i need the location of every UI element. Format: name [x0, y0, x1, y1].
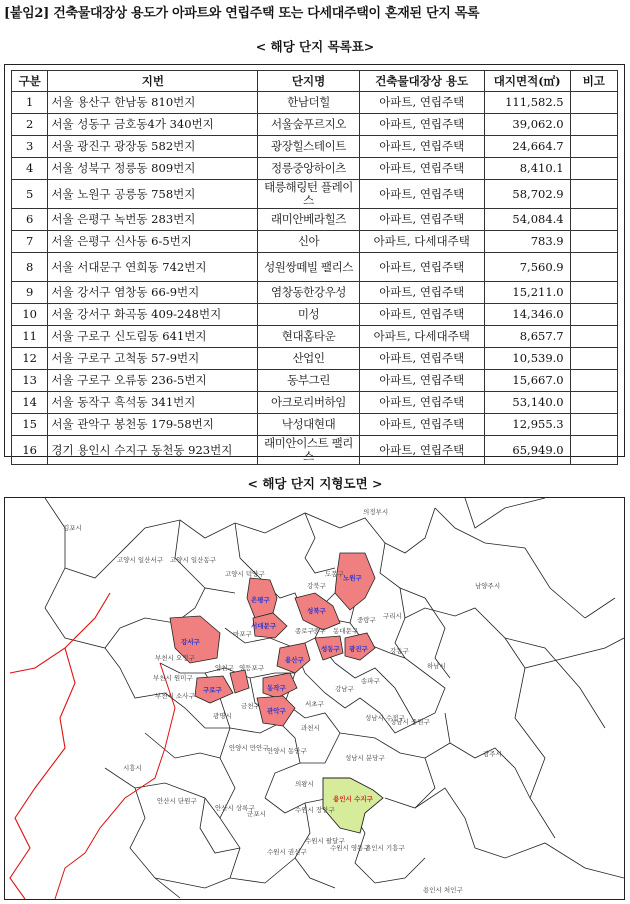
cell-area: 8,410.1 — [484, 158, 570, 180]
map-label: 시흥시 — [123, 764, 142, 772]
map-label: 수원시 권선구 — [267, 848, 307, 856]
cell-use: 아파트, 연립주택 — [359, 370, 484, 392]
district-small — [230, 670, 249, 693]
cell-no: 14 — [12, 392, 48, 414]
cell-no: 13 — [12, 370, 48, 392]
table-caption: < 해당 단지 목록표> — [255, 39, 375, 54]
cell-address: 서울 구로구 오류동 236-5번지 — [48, 370, 258, 392]
map-label: 성남시 분당구 — [345, 754, 385, 762]
cell-use: 아파트, 연립주택 — [359, 414, 484, 436]
cell-note — [570, 209, 617, 231]
cell-no: 8 — [12, 253, 48, 282]
cell-area: 8,657.7 — [484, 326, 570, 348]
map-label: 마포구 — [233, 630, 252, 638]
cell-area: 53,140.0 — [484, 392, 570, 414]
table-row — [12, 370, 618, 392]
map-label: 금천구 — [241, 702, 260, 710]
cell-note — [570, 436, 617, 465]
map-label: 광주시 — [483, 750, 502, 758]
cell-no: 9 — [12, 282, 48, 304]
topographic-map — [4, 497, 625, 900]
map-label-highlight: 강서구 — [181, 638, 200, 646]
map-label: 강동구 — [390, 647, 409, 655]
cell-note — [570, 304, 617, 326]
cell-address: 경기 용인시 수지구 동천동 923번지 — [48, 436, 258, 465]
map-label: 중구 — [313, 627, 326, 635]
table-row — [12, 392, 618, 414]
table-row — [12, 282, 618, 304]
cell-no: 5 — [12, 180, 48, 209]
map-svg — [5, 498, 624, 899]
cell-use: 아파트, 연립주택 — [359, 282, 484, 304]
cell-name: 미성 — [258, 304, 359, 326]
header-area: 대지면적(㎡) — [484, 71, 570, 92]
table-frame — [4, 64, 625, 463]
cell-address: 서울 광진구 광장동 582번지 — [48, 136, 258, 158]
cell-area: 39,062.0 — [484, 114, 570, 136]
cell-use: 아파트, 연립주택 — [359, 158, 484, 180]
cell-note — [570, 180, 617, 209]
cell-name: 정릉중앙하이츠 — [258, 158, 359, 180]
map-label-highlight: 은평구 — [251, 596, 270, 604]
map-label: 부천시 소사구 — [155, 692, 195, 700]
cell-note — [570, 158, 617, 180]
cell-name: 래미안이스트 팰리스 — [258, 436, 359, 465]
red-boundary-line — [10, 593, 110, 899]
map-label-highlight: 성북구 — [307, 607, 326, 615]
cell-use: 아파트, 연립주택 — [359, 304, 484, 326]
map-label: 부천시 원미구 — [153, 674, 193, 682]
cell-name: 한남더힐 — [258, 92, 359, 114]
cell-no: 2 — [12, 114, 48, 136]
cell-use: 아파트, 연립주택 — [359, 392, 484, 414]
table-row — [12, 180, 618, 209]
map-label-highlight: 노원구 — [343, 574, 362, 582]
header-note: 비고 — [570, 71, 617, 92]
map-label-highlight: 성동구 — [321, 645, 340, 653]
table-row — [12, 231, 618, 253]
table-row — [12, 209, 618, 231]
cell-area: 58,702.9 — [484, 180, 570, 209]
cell-no: 6 — [12, 209, 48, 231]
map-label: 의정부시 — [363, 508, 389, 516]
cell-note — [570, 253, 617, 282]
map-label: 강북구 — [307, 582, 326, 590]
cell-use: 아파트, 연립주택 — [359, 180, 484, 209]
cell-address: 서울 구로구 신도림동 641번지 — [48, 326, 258, 348]
cell-area: 15,211.0 — [484, 282, 570, 304]
table-row — [12, 326, 618, 348]
cell-note — [570, 392, 617, 414]
map-label: 송파구 — [361, 677, 380, 685]
cell-no: 3 — [12, 136, 48, 158]
map-label: 군포시 — [247, 810, 266, 818]
map-label: 강남구 — [335, 685, 354, 693]
cell-address: 서울 성북구 정릉동 809번지 — [48, 158, 258, 180]
table-row — [12, 348, 618, 370]
cell-no: 10 — [12, 304, 48, 326]
map-label: 하남시 — [427, 662, 446, 670]
cell-use: 아파트, 연립주택 — [359, 136, 484, 158]
table-row — [12, 114, 618, 136]
map-label-highlight: 광진구 — [349, 645, 368, 653]
map-label: 과천시 — [301, 724, 320, 732]
header-address: 지번 — [48, 71, 258, 92]
table-body — [12, 92, 618, 465]
map-label: 고양시 일산동구 — [170, 556, 217, 564]
cell-no: 11 — [12, 326, 48, 348]
header-no: 구분 — [12, 71, 48, 92]
map-label: 중랑구 — [357, 616, 376, 624]
map-label-highlight: 용산구 — [285, 656, 304, 664]
cell-area: 10,539.0 — [484, 348, 570, 370]
complex-list-table — [11, 70, 618, 465]
cell-use: 아파트, 다세대주택 — [359, 326, 484, 348]
cell-address: 서울 구로구 고척동 57-9번지 — [48, 348, 258, 370]
cell-note — [570, 370, 617, 392]
cell-name: 광장힐스테이트 — [258, 136, 359, 158]
map-caption: < 해당 단지 지형도면 > — [247, 476, 383, 491]
map-label: 동대문구 — [333, 627, 359, 635]
cell-address: 서울 강서구 염창동 66-9번지 — [48, 282, 258, 304]
cell-address: 서울 관악구 봉천동 179-58번지 — [48, 414, 258, 436]
cell-area: 14,346.0 — [484, 304, 570, 326]
map-label: 양천구 — [215, 664, 234, 672]
cell-area: 12,955.3 — [484, 414, 570, 436]
header-use: 건축물대장상 용도 — [359, 71, 484, 92]
map-label: 성남시 중원구 — [390, 718, 430, 726]
map-label: 남양주시 — [475, 582, 501, 590]
map-label-highlight: 관악구 — [267, 707, 286, 715]
cell-use: 아파트, 연립주택 — [359, 436, 484, 465]
cell-no: 1 — [12, 92, 48, 114]
map-label: 의왕시 — [295, 780, 314, 788]
map-label: 수원시 영통구 — [330, 844, 370, 852]
cell-name: 산업인 — [258, 348, 359, 370]
cell-address: 서울 용산구 한남동 810번지 — [48, 92, 258, 114]
cell-use: 아파트, 다세대주택 — [359, 231, 484, 253]
cell-note — [570, 231, 617, 253]
cell-use: 아파트, 연립주택 — [359, 92, 484, 114]
map-label: 김포시 — [63, 524, 82, 532]
cell-area: 7,560.9 — [484, 253, 570, 282]
table-row — [12, 436, 618, 465]
document-title: [붙임2] 건축물대장상 용도가 아파트와 연립주택 또는 다세대주택이 혼재된 단지 목록 — [4, 6, 480, 21]
map-label: 안양시 동안구 — [267, 747, 307, 755]
map-label: 용인시 기흥구 — [365, 844, 405, 852]
cell-address: 서울 은평구 신사동 6-5번지 — [48, 231, 258, 253]
table-row — [12, 304, 618, 326]
cell-no: 16 — [12, 436, 48, 465]
cell-name: 낙성대현대 — [258, 414, 359, 436]
cell-address: 서울 성동구 금호동4가 340번지 — [48, 114, 258, 136]
table-row — [12, 158, 618, 180]
table-header-row — [12, 71, 618, 92]
cell-note — [570, 326, 617, 348]
map-label: 도봉구 — [325, 570, 344, 578]
cell-area: 783.9 — [484, 231, 570, 253]
cell-address: 서울 강서구 화곡동 409-248번지 — [48, 304, 258, 326]
cell-note — [570, 282, 617, 304]
cell-name: 신아 — [258, 231, 359, 253]
cell-area: 111,582.5 — [484, 92, 570, 114]
cell-note — [570, 348, 617, 370]
map-label: 안산시 상록구 — [215, 804, 255, 812]
table-row — [12, 136, 618, 158]
cell-no: 15 — [12, 414, 48, 436]
cell-no: 7 — [12, 231, 48, 253]
cell-area: 15,667.0 — [484, 370, 570, 392]
cell-note — [570, 92, 617, 114]
map-label: 안산시 단원구 — [157, 797, 197, 805]
cell-note — [570, 136, 617, 158]
map-label: 부천시 오정구 — [155, 654, 195, 662]
cell-note — [570, 114, 617, 136]
cell-use: 아파트, 연립주택 — [359, 348, 484, 370]
cell-name: 아크로리버하임 — [258, 392, 359, 414]
cell-use: 아파트, 연립주택 — [359, 114, 484, 136]
cell-no: 12 — [12, 348, 48, 370]
cell-name: 동부그린 — [258, 370, 359, 392]
map-label: 종로구 — [295, 627, 314, 635]
map-label: 구리시 — [383, 612, 402, 620]
table-row — [12, 253, 618, 282]
map-label: 수원시 장안구 — [295, 806, 335, 814]
map-label: 고양시 일산서구 — [117, 556, 164, 564]
map-label: 영등포구 — [239, 664, 265, 672]
header-name: 단지명 — [258, 71, 359, 92]
cell-use: 아파트, 연립주택 — [359, 253, 484, 282]
cell-name: 래미안베라힐즈 — [258, 209, 359, 231]
map-label-highlight: 구로구 — [203, 686, 222, 694]
cell-note — [570, 414, 617, 436]
map-label: 고양시 덕양구 — [225, 570, 265, 578]
map-label: 서초구 — [305, 700, 324, 708]
table-row — [12, 92, 618, 114]
cell-address: 서울 노원구 공릉동 758번지 — [48, 180, 258, 209]
cell-area: 54,084.4 — [484, 209, 570, 231]
cell-address: 서울 서대문구 연희동 742번지 — [48, 253, 258, 282]
table-row — [12, 414, 618, 436]
cell-area: 24,664.7 — [484, 136, 570, 158]
cell-name: 태릉해링턴 플레이스 — [258, 180, 359, 209]
cell-area: 65,949.0 — [484, 436, 570, 465]
map-label-highlight: 서대문구 — [251, 622, 277, 630]
cell-address: 서울 은평구 녹번동 283번지 — [48, 209, 258, 231]
map-label: 수원시 팔달구 — [305, 837, 345, 845]
cell-name: 염창동한강우성 — [258, 282, 359, 304]
cell-name: 현대홈타운 — [258, 326, 359, 348]
cell-name: 서울숲푸르지오 — [258, 114, 359, 136]
map-label: 성남시 수정구 — [365, 714, 405, 722]
map-label: 광명시 — [213, 712, 232, 720]
map-label-target: 용인시 수지구 — [333, 795, 373, 803]
cell-use: 아파트, 연립주택 — [359, 209, 484, 231]
cell-name: 성원쌍떼빌 팰리스 — [258, 253, 359, 282]
map-label: 용인시 처인구 — [423, 886, 463, 894]
map-label: 안양시 만안구 — [229, 744, 269, 752]
cell-address: 서울 동작구 흑석동 341번지 — [48, 392, 258, 414]
map-label-highlight: 동작구 — [267, 684, 286, 692]
cell-no: 4 — [12, 158, 48, 180]
